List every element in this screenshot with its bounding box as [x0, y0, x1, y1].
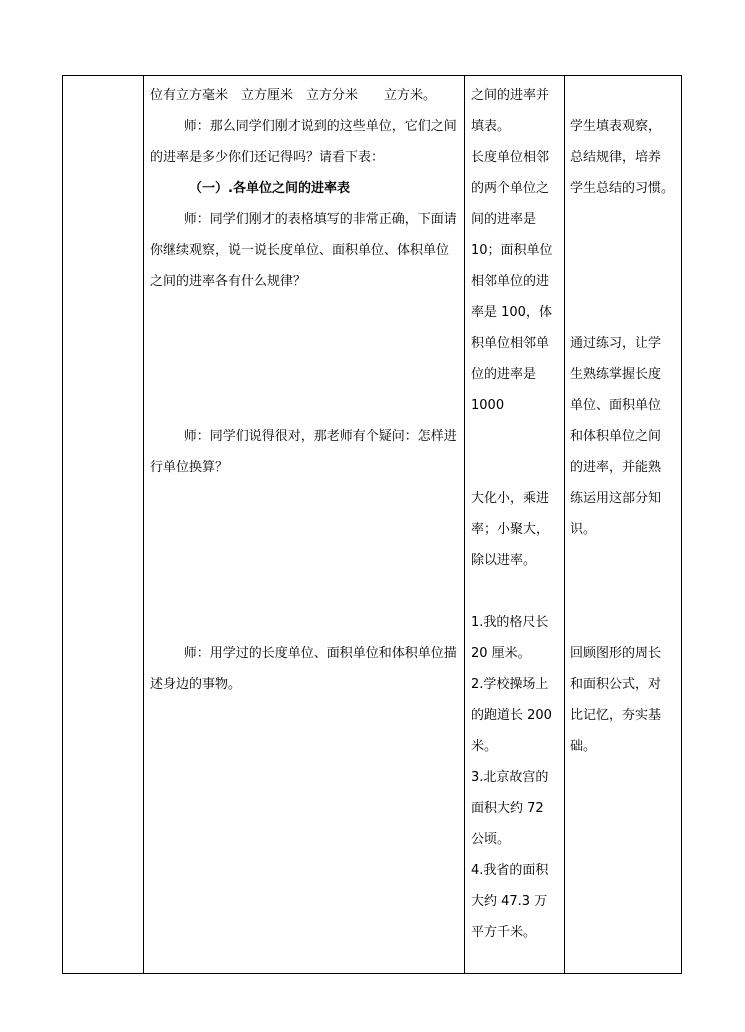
- text-line: 1000: [471, 398, 505, 413]
- text-line: 的两个单位之: [471, 181, 550, 196]
- text-line: 相邻单位的进: [471, 274, 550, 289]
- text-line: 识。: [570, 522, 597, 537]
- text-line: 大约 47.3 万: [471, 894, 548, 909]
- text-line: 比记忆，夯实基: [570, 708, 662, 723]
- text-line: 和体积单位之间: [570, 429, 662, 444]
- paragraph-question-rates: 师：那么同学们刚才说到的这些单位，它们之间的进率是多少你们还记得吗？请看下表：: [150, 119, 457, 165]
- text-line: 填表。: [471, 119, 511, 134]
- text-line: 1.我的格尺长: [471, 615, 549, 630]
- lesson-plan-table: [62, 75, 682, 974]
- teacher-activity-cell: [144, 76, 465, 973]
- text-line: 平方千米。: [471, 925, 537, 940]
- text-line: 4.我省的面积: [471, 863, 549, 878]
- text-line: 除以进率。: [471, 553, 537, 568]
- text-line: 通过练习，让学: [570, 336, 662, 351]
- text-line: 长度单位相邻: [471, 150, 550, 165]
- text-line: 单位、面积单位: [570, 398, 662, 413]
- text-line: 公顷。: [471, 832, 511, 847]
- paragraph-units: 位有立方毫米 立方厘米 立方分米 立方米。: [150, 88, 437, 103]
- text-line: 学生填表观察，: [570, 119, 662, 134]
- section-heading-rate-table: （一）.各单位之间的进率表: [189, 181, 350, 196]
- text-line: 2.学校操场上: [471, 677, 549, 692]
- text-line: 生熟练掌握长度: [570, 367, 662, 382]
- text-line: 面积大约 72: [471, 801, 544, 816]
- text-line: 率是 100，体: [471, 305, 552, 320]
- design-intent-cell: [565, 76, 683, 973]
- text-line: 3.北京故宫的: [471, 770, 549, 785]
- text-line: 10；面积单位: [471, 243, 553, 258]
- text-line: 础。: [570, 739, 597, 754]
- text-line: 的跑道长 200: [471, 708, 552, 723]
- text-line: 学生总结的习惯。: [570, 181, 675, 196]
- text-line: 间的进率是: [471, 212, 537, 227]
- student-activity-cell: [465, 76, 565, 973]
- paragraph-unit-conversion: 师：同学们说得很对，那老师有个疑问：怎样进行单位换算？: [150, 429, 457, 475]
- text-line: 之间的进率并: [471, 88, 550, 103]
- text-line: 位的进率是: [471, 367, 537, 382]
- text-line: 的进率，并能熟: [570, 460, 662, 475]
- text-line: 率；小聚大，: [471, 522, 550, 537]
- paragraph-describe-objects: 师：用学过的长度单位、面积单位和体积单位描述身边的事物。: [150, 646, 457, 692]
- text-line: 回顾图形的周长: [570, 646, 662, 661]
- text-line: 米。: [471, 739, 498, 754]
- text-line: 20 厘米。: [471, 646, 531, 661]
- text-line: 大化小，乘进: [471, 491, 550, 506]
- text-line: 和面积公式，对: [570, 677, 662, 692]
- paragraph-observe-rules: 师：同学们刚才的表格填写的非常正确，下面请你继续观察，说一说长度单位、面积单位、体积单位之间的进率各有什么规律？: [150, 212, 457, 289]
- text-line: 积单位相邻单: [471, 336, 550, 351]
- text-line: 练运用这部分知: [570, 491, 662, 506]
- text-line: 总结规律，培养: [570, 150, 662, 165]
